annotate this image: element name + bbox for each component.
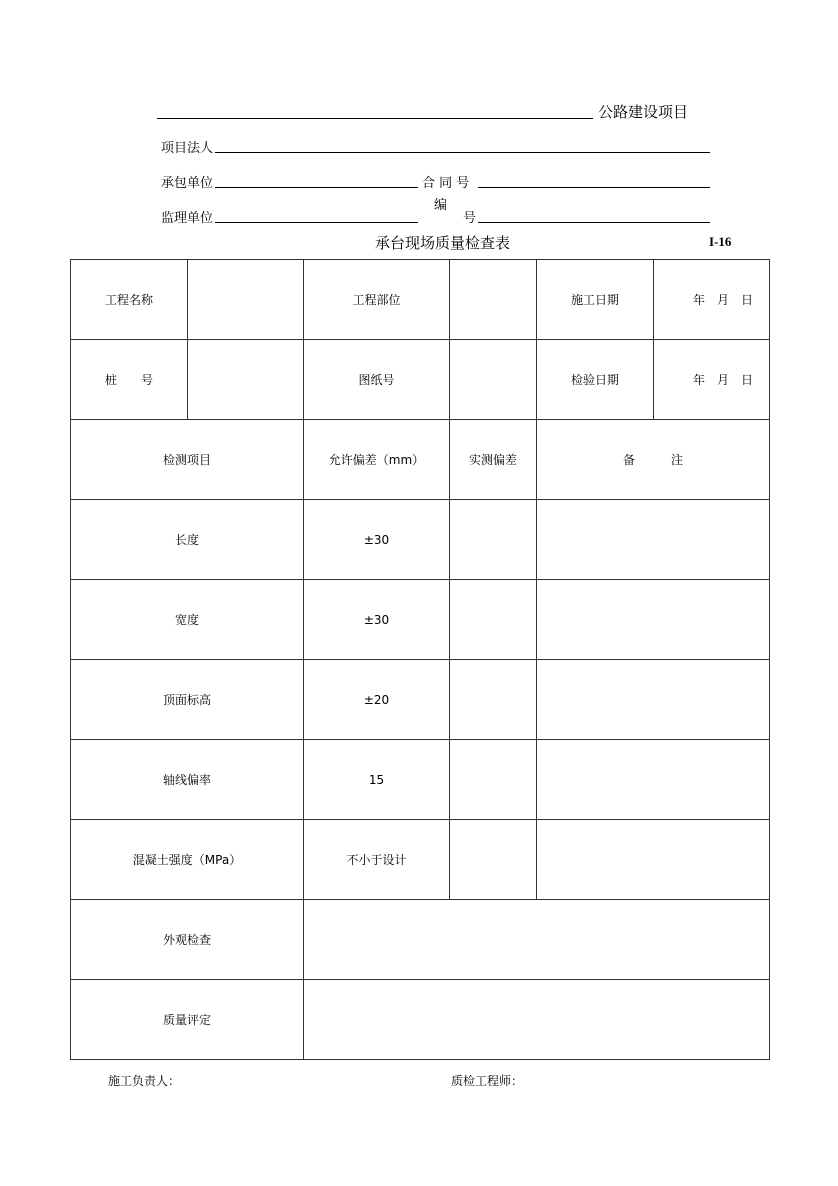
- form-title: 承台现场质量检查表: [375, 234, 511, 252]
- tolerance-cell: ±30: [304, 580, 450, 660]
- inspection-date-label: 检验日期: [537, 340, 654, 420]
- measured-cell[interactable]: [450, 740, 537, 820]
- col-tolerance-header: 允许偏差（mm）: [304, 420, 450, 500]
- remarks-cell[interactable]: [537, 500, 770, 580]
- inspection-date-cell[interactable]: 年 月 日: [654, 340, 770, 420]
- item-cell: 混凝土强度（MPa）: [71, 820, 304, 900]
- tolerance-cell: 15: [304, 740, 450, 820]
- remarks-cell[interactable]: [537, 580, 770, 660]
- project-suffix: 公路建设项目: [598, 103, 689, 121]
- tolerance-cell: 不小于设计: [304, 820, 450, 900]
- construction-lead-label: 施工负责人：: [108, 1074, 181, 1088]
- measured-cell[interactable]: [450, 820, 537, 900]
- appearance-label: 外观检查: [71, 900, 304, 980]
- remarks-cell[interactable]: [537, 820, 770, 900]
- contractor-field[interactable]: [215, 187, 418, 188]
- contractor-label: 承包单位: [161, 176, 214, 191]
- table-row: [71, 580, 770, 660]
- project-part-label: 工程部位: [304, 260, 450, 340]
- drawing-no-cell[interactable]: [450, 340, 537, 420]
- serial-field[interactable]: [478, 222, 710, 223]
- tolerance-cell: ±20: [304, 660, 450, 740]
- measured-cell[interactable]: [450, 500, 537, 580]
- item-cell: 宽度: [71, 580, 304, 660]
- project-part-cell[interactable]: [450, 260, 537, 340]
- form-code: I-16: [709, 234, 732, 249]
- col-item-header: 检测项目: [71, 420, 304, 500]
- tolerance-cell: ±30: [304, 500, 450, 580]
- col-remarks-header: 备 注: [537, 420, 770, 500]
- col-measured-header: 实测偏差: [450, 420, 537, 500]
- contract-no-field[interactable]: [478, 187, 710, 188]
- contract-no-label: 合 同 号: [422, 176, 470, 191]
- measured-cell[interactable]: [450, 660, 537, 740]
- serial-label-bottom: 号: [463, 211, 477, 226]
- project-name-label: 工程名称: [71, 260, 188, 340]
- remarks-cell[interactable]: [537, 660, 770, 740]
- supervisor-label: 监理单位: [161, 211, 214, 226]
- quality-engineer-label: 质检工程师：: [451, 1074, 524, 1088]
- pile-no-cell[interactable]: [188, 340, 304, 420]
- table-row: [71, 500, 770, 580]
- serial-label-top: 编: [434, 198, 448, 213]
- table-row: [71, 660, 770, 740]
- appearance-cell[interactable]: [304, 900, 770, 980]
- remarks-cell[interactable]: [537, 740, 770, 820]
- quality-rating-cell[interactable]: [304, 980, 770, 1060]
- quality-rating-label: 质量评定: [71, 980, 304, 1060]
- table-row: [71, 820, 770, 900]
- drawing-no-label: 图纸号: [304, 340, 450, 420]
- legal-person-field[interactable]: [215, 152, 710, 153]
- item-cell: 顶面标高: [71, 660, 304, 740]
- measured-cell[interactable]: [450, 580, 537, 660]
- item-cell: 轴线偏率: [71, 740, 304, 820]
- project-name-cell[interactable]: [188, 260, 304, 340]
- table-row: [71, 740, 770, 820]
- inspection-table: [70, 259, 770, 1060]
- construction-date-cell[interactable]: 年 月 日: [654, 260, 770, 340]
- legal-person-label: 项目法人: [161, 141, 214, 156]
- item-cell: 长度: [71, 500, 304, 580]
- project-name-line[interactable]: [157, 118, 593, 119]
- supervisor-field[interactable]: [215, 222, 418, 223]
- construction-date-label: 施工日期: [537, 260, 654, 340]
- pile-no-label: 桩 号: [71, 340, 188, 420]
